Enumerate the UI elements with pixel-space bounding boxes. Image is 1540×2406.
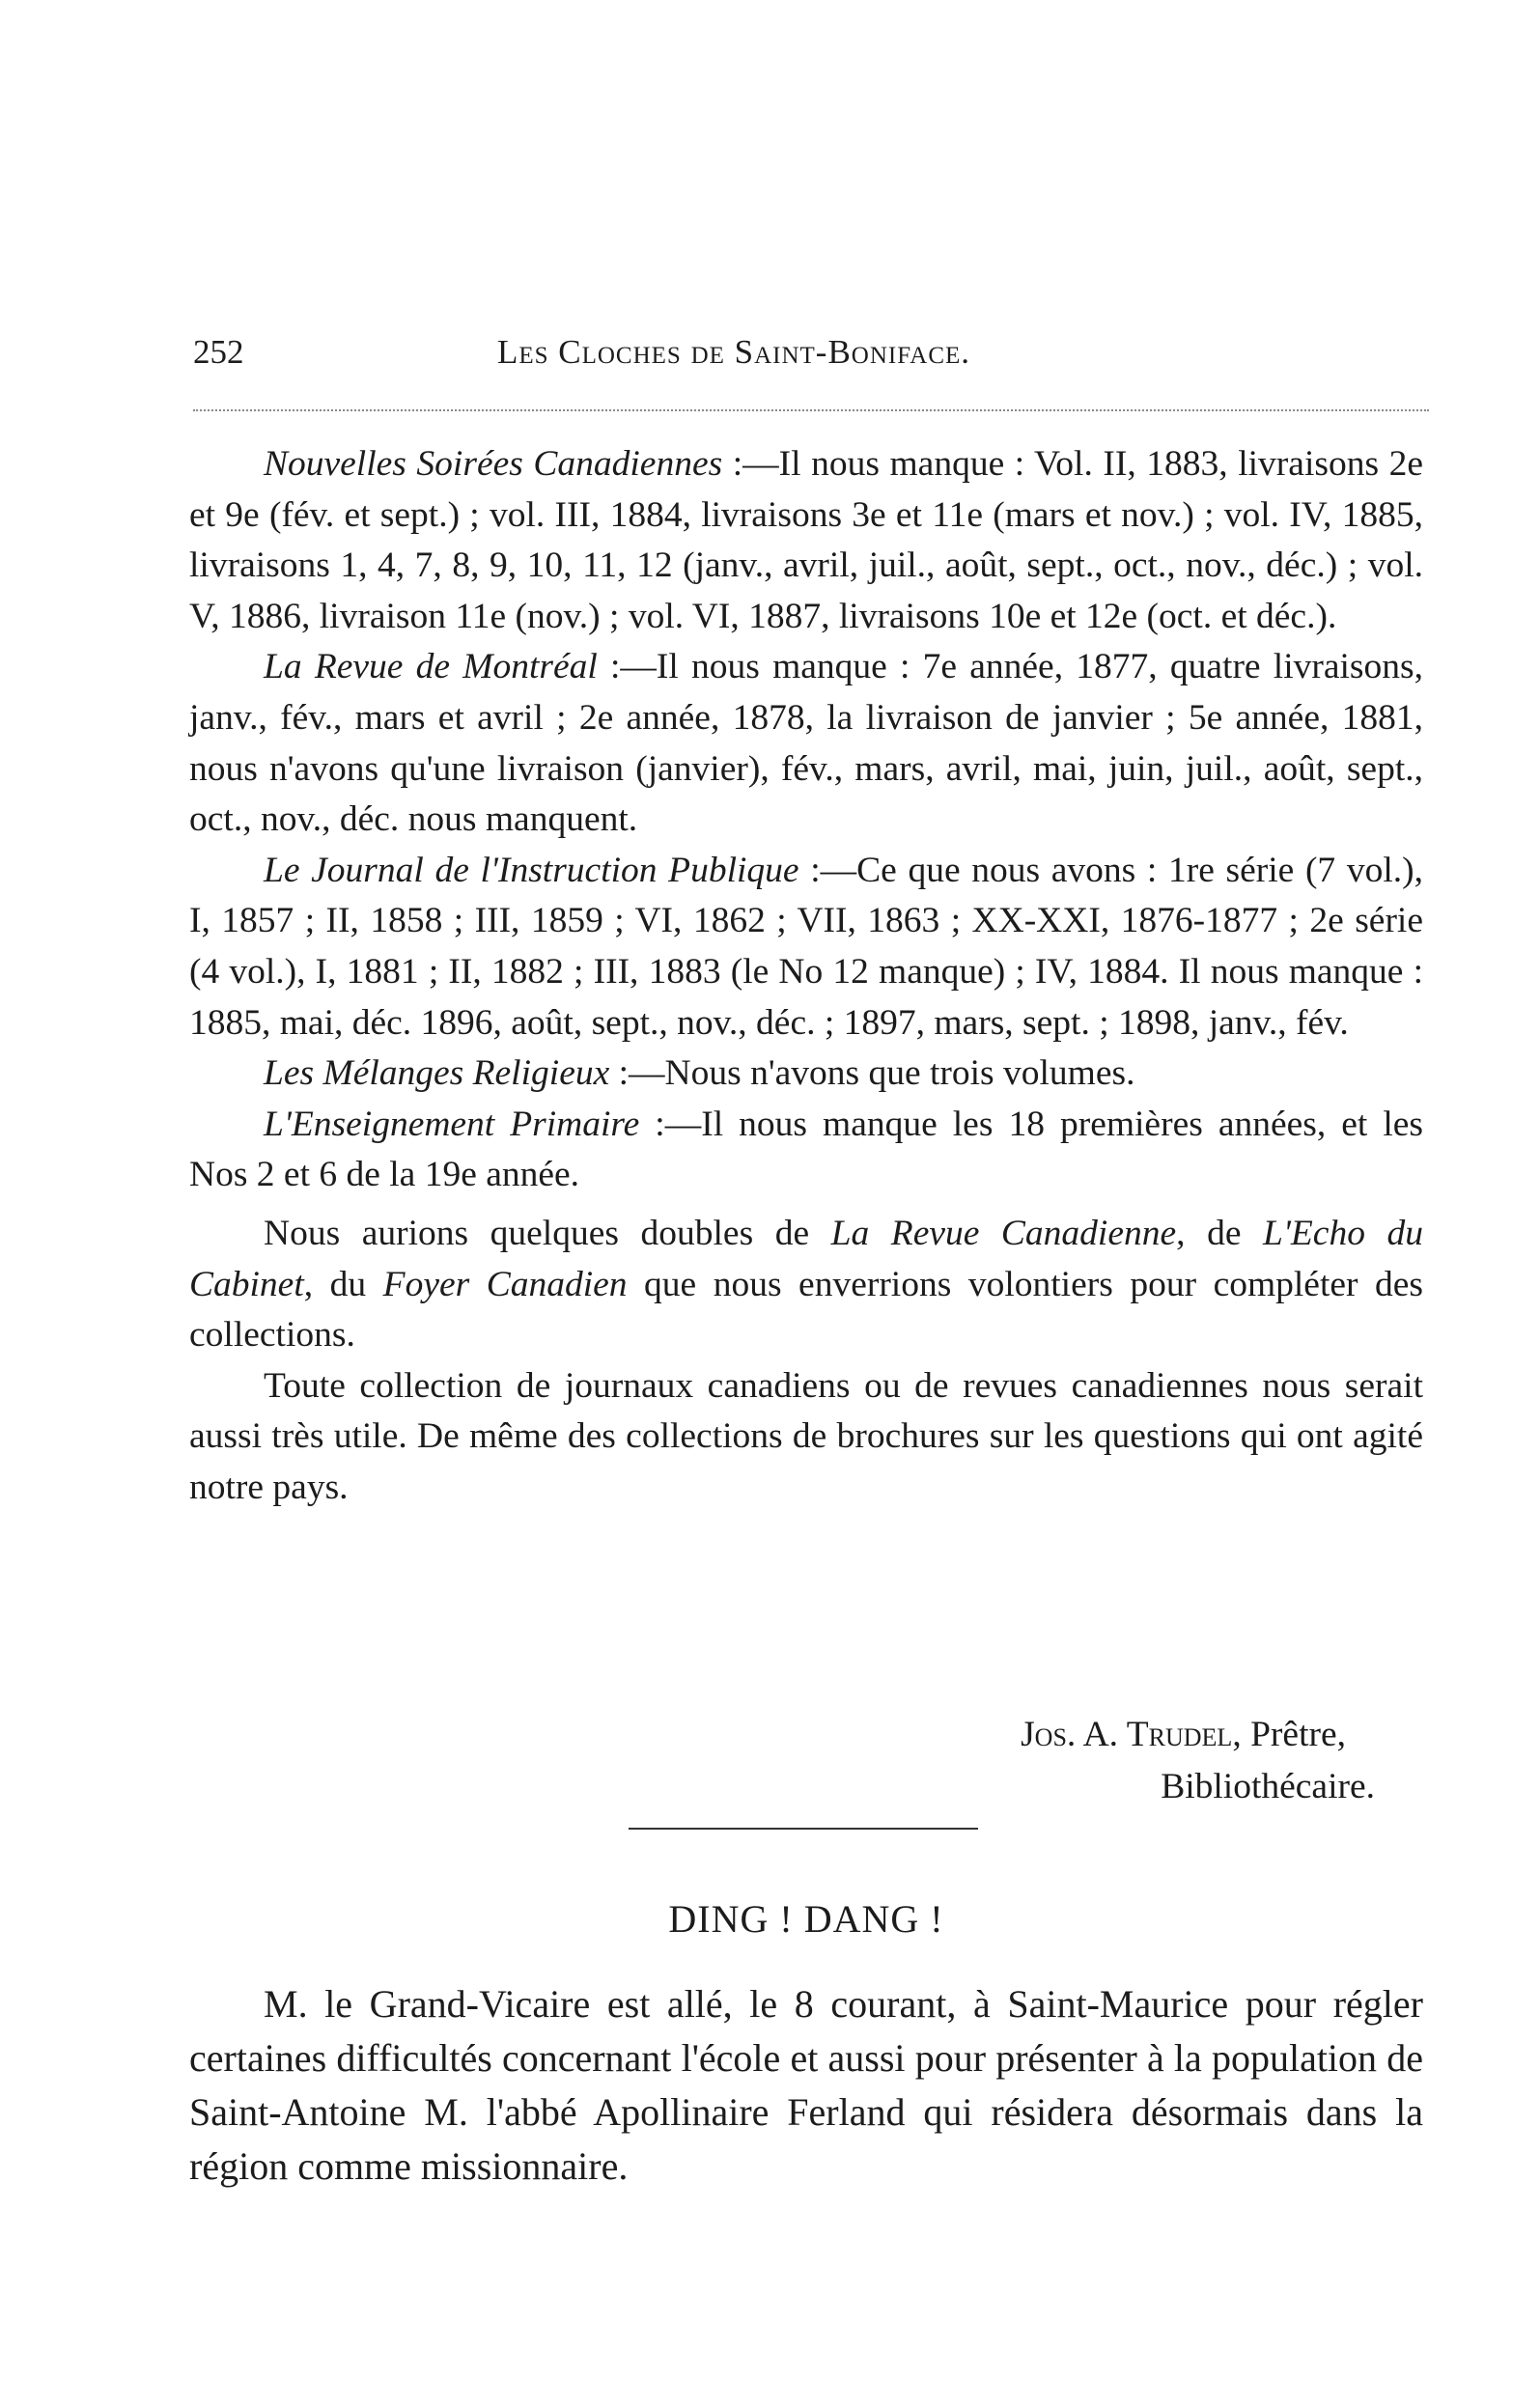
periodical-title: L'Echo du Cabinet <box>189 1213 1423 1304</box>
periodical-title: Nouvelles Soirées Canadiennes <box>264 444 723 484</box>
paragraph-text: :—Il nous manque : 7e année, 1877, quatre livraisons, janv., fév., mars et avril ; 2e année, 1878, la livraison de janvier ; 5e année, 1881, nous n'avons qu'une livraison (janvier), fév., mars, avril, mai, juin, juil., août, sept., oct., nov., déc. nous manquent. <box>189 647 1423 840</box>
paragraph-enseignement-primaire <box>189 1100 1423 1201</box>
paragraph-doubles <box>189 1209 1423 1361</box>
section-body <box>189 1977 1423 2194</box>
periodical-title: L'Enseignement Primaire <box>264 1104 640 1144</box>
page-number: 252 <box>193 333 244 371</box>
paragraph-text: :—Il nous manque les 18 premières années, et les Nos 2 et 6 de la 19e année. <box>189 1104 1423 1195</box>
paragraph-text: :—Il nous manque : Vol. II, 1883, livraisons 2e et 9e (fév. et sept.) ; vol. III, 1884, livraisons 3e et 11e (mars et nov.) ; vol. IV, 1885, livraisons 1, 4, 7, 8, 9, 10, 11, 12 (janv., avril, juil., août, sept., oct., nov., déc.) ; vol. V, 1886, livraison 11e (nov.) ; vol. VI, 1887, livraisons 10e et 12e (oct. et déc.). <box>189 444 1423 636</box>
signature-prefix: Jos. A. <box>1021 1715 1127 1754</box>
signature-title: Bibliothécaire. <box>1161 1767 1375 1806</box>
paragraph-revue-montreal <box>189 642 1423 845</box>
paragraph-closing: Toute collection de journaux canadiens ou de revues canadiennes nous serait aussi très utile. De même des collections de brochures sur les questions qui ont agité notre pays. <box>189 1365 1423 1507</box>
header-rule <box>193 409 1429 411</box>
paragraph-text: :—Nous n'avons que trois volumes. <box>609 1053 1135 1094</box>
paragraph-melanges-religieux <box>189 1049 1423 1100</box>
section-paragraph: M. le Grand-Vicaire est allé, le 8 courant, à Saint-Maurice pour régler certaines difficultés concernant l'école et aussi pour présenter à la population de Saint-Antoine M. l'abbé Apollinaire Ferland qui résidera désormais dans la région comme missionnaire. <box>189 1982 1423 2188</box>
section-divider <box>629 1828 978 1830</box>
periodical-title: Foyer Canadien <box>382 1264 628 1304</box>
paragraph-nouvelles-soirees <box>189 439 1423 642</box>
doubles-mid: , de <box>1176 1213 1264 1253</box>
running-title: Les Cloches de Saint-Boniface. <box>496 333 971 371</box>
doubles-suffix: que nous enverrions volontiers pour compléter des collections. <box>189 1264 1423 1356</box>
paragraph-journal-instruction <box>189 846 1423 1049</box>
signature-surname: Trudel <box>1126 1715 1233 1754</box>
paragraph-text: :—Ce que nous avons : 1re série (7 vol.), I, 1857 ; II, 1858 ; III, 1859 ; VI, 1862 ; VII, 1863 ; XX-XXI, 1876-1877 ; 2e série (4 vol.), I, 1881 ; II, 1882 ; III, 1883 (le No 12 manque) ; IV, 1884. Il nous manque : 1885, mai, déc. 1896, août, sept., nov., déc. ; 1897, mars, sept. ; 1898, janv., fév. <box>189 850 1423 1043</box>
periodical-title: La Revue de Montréal <box>264 647 598 687</box>
doubles-mid: , du <box>303 1264 383 1304</box>
signature-role: , Prêtre, <box>1232 1715 1346 1754</box>
signature <box>189 1709 1375 1813</box>
doubles-prefix: Nous aurions quelques doubles de <box>264 1213 831 1253</box>
periodical-title: Les Mélanges Religieux <box>264 1053 610 1094</box>
section-heading: DING ! DANG ! <box>668 1897 944 1941</box>
body-text <box>189 439 1423 1513</box>
signature-name-line <box>189 1709 1375 1761</box>
periodical-title: Le Journal de l'Instruction Publique <box>264 850 799 890</box>
periodical-title: La Revue Canadienne <box>830 1213 1177 1253</box>
running-head <box>193 323 1159 381</box>
